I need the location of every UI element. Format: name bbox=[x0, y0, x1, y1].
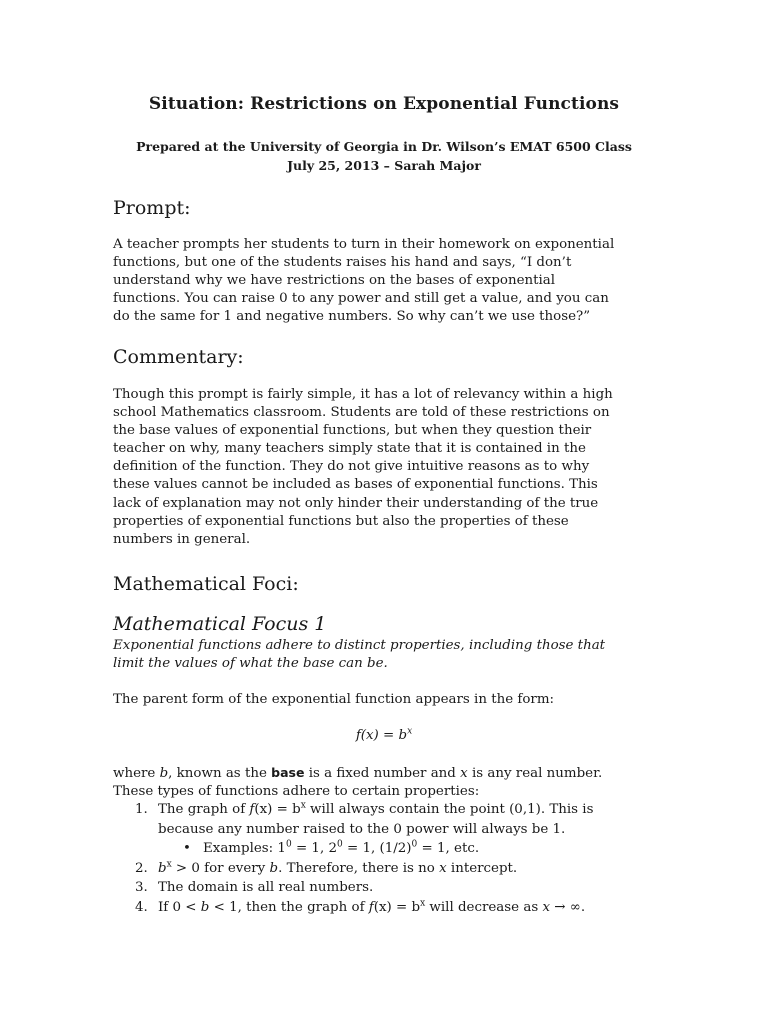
example-sup: 0 bbox=[336, 839, 343, 850]
commentary-line: Though this prompt is fairly simple, it has a lot of relevancy within a high bbox=[113, 387, 613, 402]
list-item bbox=[113, 898, 673, 918]
where-mid1: , known as the bbox=[168, 766, 272, 781]
properties-list bbox=[113, 800, 673, 917]
list-number: 1. bbox=[135, 802, 148, 817]
prompt-line: functions. You can raise 0 to any power and still get a value, and you can bbox=[113, 291, 609, 307]
commentary-heading: Commentary: bbox=[113, 346, 244, 368]
where-line-2: These types of functions adhere to certain properties: bbox=[113, 784, 480, 800]
commentary-line: the base values of exponential functions, but when they question their bbox=[113, 423, 592, 439]
prompt-line: A teacher prompts her students to turn in their homework on exponential bbox=[113, 237, 615, 252]
commentary-line: teacher on why, many teachers simply state that it is contained in the bbox=[113, 441, 586, 457]
parent-form-text: The parent form of the exponential function appears in the form: bbox=[113, 692, 555, 707]
commentary-line: properties of exponential functions but also the properties of these bbox=[113, 513, 569, 529]
item4-text-c: < 1, then the graph of bbox=[209, 899, 369, 915]
document-subtitle-course: Prepared at the University of Georgia in Dr. Wilson’s EMAT 6500 Class bbox=[136, 139, 632, 154]
prompt-heading: Prompt: bbox=[113, 197, 191, 219]
prompt-line: functions, but one of the students raises his hand and says, “I don’t bbox=[113, 255, 572, 271]
item4-x: x bbox=[542, 899, 551, 915]
item4-f: f bbox=[368, 899, 374, 915]
list-item-continuation bbox=[113, 820, 673, 840]
where-base-keyword: base bbox=[271, 765, 305, 780]
prompt-paragraph bbox=[113, 236, 658, 326]
list-number: 2. bbox=[135, 860, 148, 876]
item4-exponent: x bbox=[420, 898, 426, 909]
item3-text: The domain is all real numbers. bbox=[158, 880, 374, 895]
where-end: is any real number. bbox=[467, 766, 603, 781]
item2-text-a: > 0 for every bbox=[171, 860, 270, 876]
where-x: x bbox=[460, 766, 468, 781]
prompt-line: understand why we have restrictions on the bases of exponential bbox=[113, 273, 556, 289]
item1-line2: because any number raised to the 0 power will always be 1. bbox=[158, 821, 566, 837]
item4-text-e: will decrease as bbox=[425, 899, 543, 915]
where-b: b bbox=[159, 766, 169, 781]
document-subtitle-date-author: July 25, 2013 – Sarah Major bbox=[287, 158, 481, 173]
where-line bbox=[113, 764, 658, 783]
example-sup: 0 bbox=[411, 839, 418, 850]
formula-f: f bbox=[355, 728, 361, 743]
item1-f: f bbox=[249, 802, 255, 817]
list-item bbox=[113, 878, 673, 898]
example-c: = 1, ( bbox=[342, 841, 385, 856]
item2-exponent: x bbox=[166, 859, 172, 870]
example-b: = 1, 2 bbox=[291, 841, 337, 856]
item1-text-a: The graph of bbox=[158, 802, 250, 817]
example-e: = 1, etc. bbox=[417, 841, 480, 856]
item4-text-g: → ∞. bbox=[550, 899, 586, 915]
commentary-paragraph bbox=[113, 386, 658, 549]
item2-text-d: intercept. bbox=[446, 860, 518, 876]
where-pre: where bbox=[113, 766, 160, 781]
where-mid2: is a fixed number and bbox=[304, 766, 461, 781]
mathematical-focus-1-heading: Mathematical Focus 1 bbox=[113, 613, 327, 635]
sub-list-item bbox=[113, 839, 673, 859]
item4-text-a: If 0 < bbox=[158, 899, 201, 915]
formula-exponent: x bbox=[407, 726, 413, 737]
formula-body: (x) = b bbox=[360, 728, 408, 743]
item2-b2: b bbox=[269, 860, 279, 876]
list-item bbox=[113, 800, 673, 820]
example-a: Examples: 1 bbox=[203, 841, 286, 856]
item1-text-c: will always contain the point (0,1). This is bbox=[305, 802, 594, 817]
example-d: ) bbox=[406, 841, 412, 856]
item4-text-d: (x) = b bbox=[373, 899, 421, 915]
list-number: 3. bbox=[135, 880, 148, 895]
item2-text-c: . Therefore, there is no bbox=[278, 860, 440, 876]
bullet-icon: • bbox=[183, 841, 191, 856]
document-title: Situation: Restrictions on Exponential Functions bbox=[148, 94, 620, 114]
example-sup: 0 bbox=[285, 839, 292, 850]
item4-b: b bbox=[200, 899, 210, 915]
example-fraction: 1/2 bbox=[384, 841, 407, 856]
commentary-line: numbers in general. bbox=[113, 531, 251, 547]
exponential-formula bbox=[0, 728, 768, 743]
item1-text-b: (x) = b bbox=[254, 802, 301, 817]
focus-desc-line: Exponential functions adhere to distinct properties, including those that bbox=[113, 638, 606, 653]
mathematical-foci-heading: Mathematical Foci: bbox=[113, 573, 299, 595]
prompt-line: do the same for 1 and negative numbers. So why can’t we use those?” bbox=[113, 309, 591, 325]
commentary-line: definition of the function. They do not give intuitive reasons as to why bbox=[113, 459, 590, 475]
commentary-line: school Mathematics classroom. Students are told of these restrictions on bbox=[113, 405, 610, 421]
list-number: 4. bbox=[135, 899, 148, 915]
item2-x: x bbox=[439, 860, 447, 876]
item2-b: b bbox=[158, 860, 167, 876]
focus-1-description bbox=[113, 637, 658, 673]
where-paragraph bbox=[113, 764, 658, 801]
commentary-line: these values cannot be included as bases of exponential functions. This bbox=[113, 477, 598, 493]
focus-desc-line: limit the values of what the base can be. bbox=[113, 656, 388, 672]
list-item bbox=[113, 859, 673, 879]
item1-exponent: x bbox=[300, 800, 306, 811]
commentary-line: lack of explanation may not only hinder their understanding of the true bbox=[113, 495, 599, 511]
